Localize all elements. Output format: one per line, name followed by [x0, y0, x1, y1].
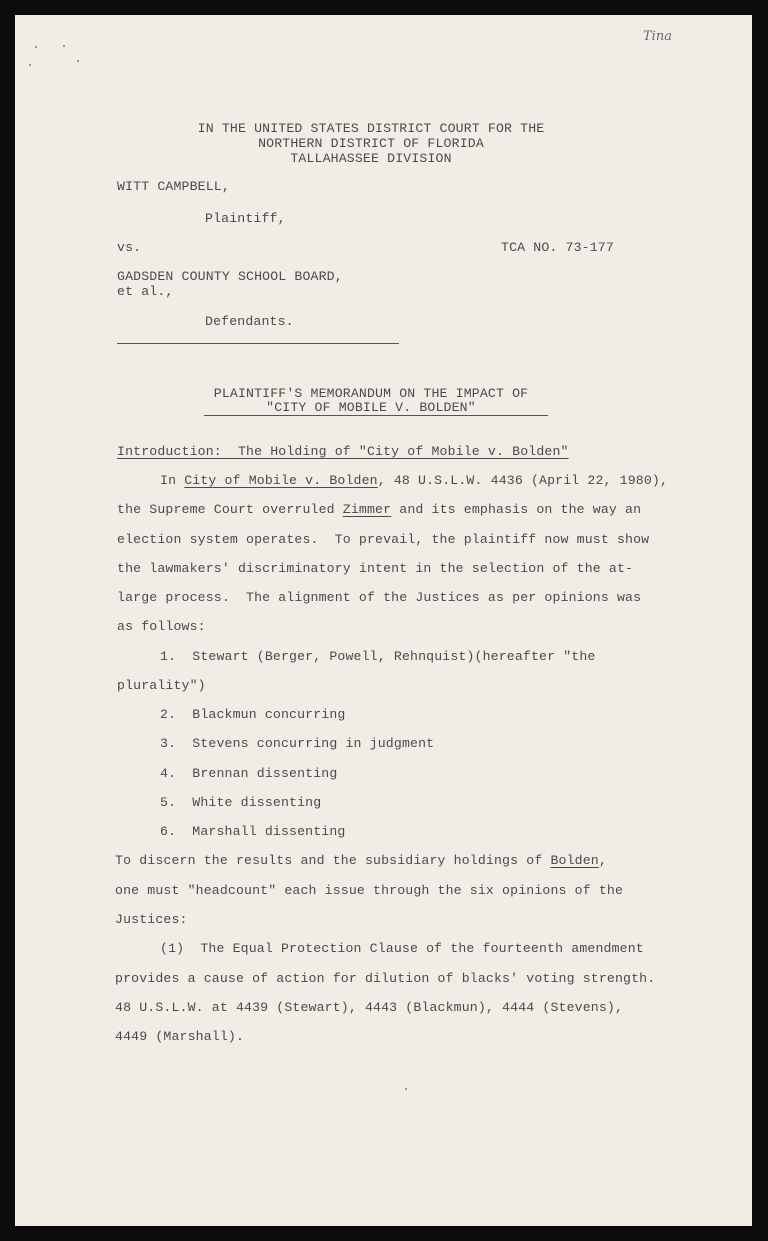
justice-item-1-continued: plurality") — [117, 678, 206, 693]
list-number: 5. — [160, 795, 177, 810]
paper-speck — [35, 46, 37, 48]
intro-line-4: the lawmakers' discriminatory intent in the selection of the at- — [117, 561, 634, 576]
list-number: 1. — [160, 649, 177, 664]
list-number: 3. — [160, 736, 177, 751]
list-text: Brennan dissenting — [192, 766, 338, 781]
discern-line-2: one must "headcount" each issue through the six opinions of the — [115, 883, 624, 898]
document-page — [15, 15, 752, 1226]
justice-item-2 — [160, 708, 346, 722]
plaintiff-name: WITT CAMPBELL, — [117, 179, 230, 194]
court-caption-line-1: IN THE UNITED STATES DISTRICT COURT FOR THE — [197, 121, 545, 136]
defendant-etal: et al., — [117, 284, 174, 299]
defendant-label: Defendants. — [205, 314, 294, 329]
holding-1-line-1: (1) The Equal Protection Clause of the fourteenth amendment — [160, 941, 644, 956]
justice-item-5 — [160, 796, 321, 810]
holding-1-line-4: 4449 (Marshall). — [115, 1029, 245, 1044]
intro-line-1 — [160, 474, 668, 488]
title-underline — [204, 415, 548, 416]
paper-speck — [405, 1088, 407, 1090]
case-citation: City of Mobile v. Bolden — [184, 473, 378, 488]
caption-divider — [117, 343, 399, 344]
text: , — [598, 853, 607, 868]
versus-label: vs. — [117, 240, 142, 255]
list-number: 4. — [160, 766, 177, 781]
case-number: TCA NO. 73-177 — [501, 240, 614, 255]
court-caption-line-2: NORTHERN DISTRICT OF FLORIDA — [258, 136, 484, 151]
paper-speck — [77, 60, 79, 62]
paper-speck — [29, 64, 31, 66]
holding-1-line-3: 48 U.S.L.W. at 4439 (Stewart), 4443 (Blackmun), 4444 (Stevens), — [115, 1000, 624, 1015]
defendant-name: GADSDEN COUNTY SCHOOL BOARD, — [117, 269, 343, 284]
case-citation: Bolden — [550, 853, 599, 868]
text: and its emphasis on the way an — [391, 502, 642, 517]
discern-line-1 — [115, 854, 607, 868]
list-number: 2. — [160, 707, 177, 722]
paper-speck — [63, 45, 65, 47]
list-text: Stevens concurring in judgment — [192, 736, 435, 751]
intro-line-5: large process. The alignment of the Justices as per opinions was — [117, 590, 642, 605]
text: To discern the results and the subsidiary holdings of — [115, 853, 551, 868]
intro-line-6: as follows: — [117, 619, 206, 634]
justice-item-3 — [160, 737, 434, 751]
list-text: Blackmun concurring — [192, 707, 346, 722]
list-number: 6. — [160, 824, 177, 839]
intro-line-3: election system operates. To prevail, the plaintiff now must show — [117, 532, 650, 547]
court-caption-line-3: TALLAHASSEE DIVISION — [290, 151, 452, 166]
memorandum-title-line-2: "CITY OF MOBILE V. BOLDEN" — [266, 400, 476, 415]
list-text: Marshall dissenting — [192, 824, 346, 839]
list-text: Stewart (Berger, Powell, Rehnquist)(hereafter "the — [192, 649, 596, 664]
justice-item-6 — [160, 825, 346, 839]
text: In — [160, 473, 185, 488]
plaintiff-label: Plaintiff, — [205, 211, 286, 226]
text: , 48 U.S.L.W. 4436 (April 22, 1980), — [377, 473, 669, 488]
justice-item-1 — [160, 650, 595, 664]
list-text: White dissenting — [192, 795, 322, 810]
case-citation: Zimmer — [342, 502, 392, 517]
discern-line-3: Justices: — [115, 912, 188, 927]
handwritten-annotation: Tina — [643, 29, 672, 44]
section-heading: Introduction: The Holding of "City of Mobile v. Bolden" — [117, 444, 569, 459]
memorandum-title-line-1: PLAINTIFF'S MEMORANDUM ON THE IMPACT OF — [213, 386, 529, 401]
holding-1-line-2: provides a cause of action for dilution of blacks' voting strength. — [115, 971, 656, 986]
intro-line-2 — [117, 503, 641, 517]
text: the Supreme Court overruled — [117, 502, 343, 517]
justice-item-4 — [160, 767, 337, 781]
